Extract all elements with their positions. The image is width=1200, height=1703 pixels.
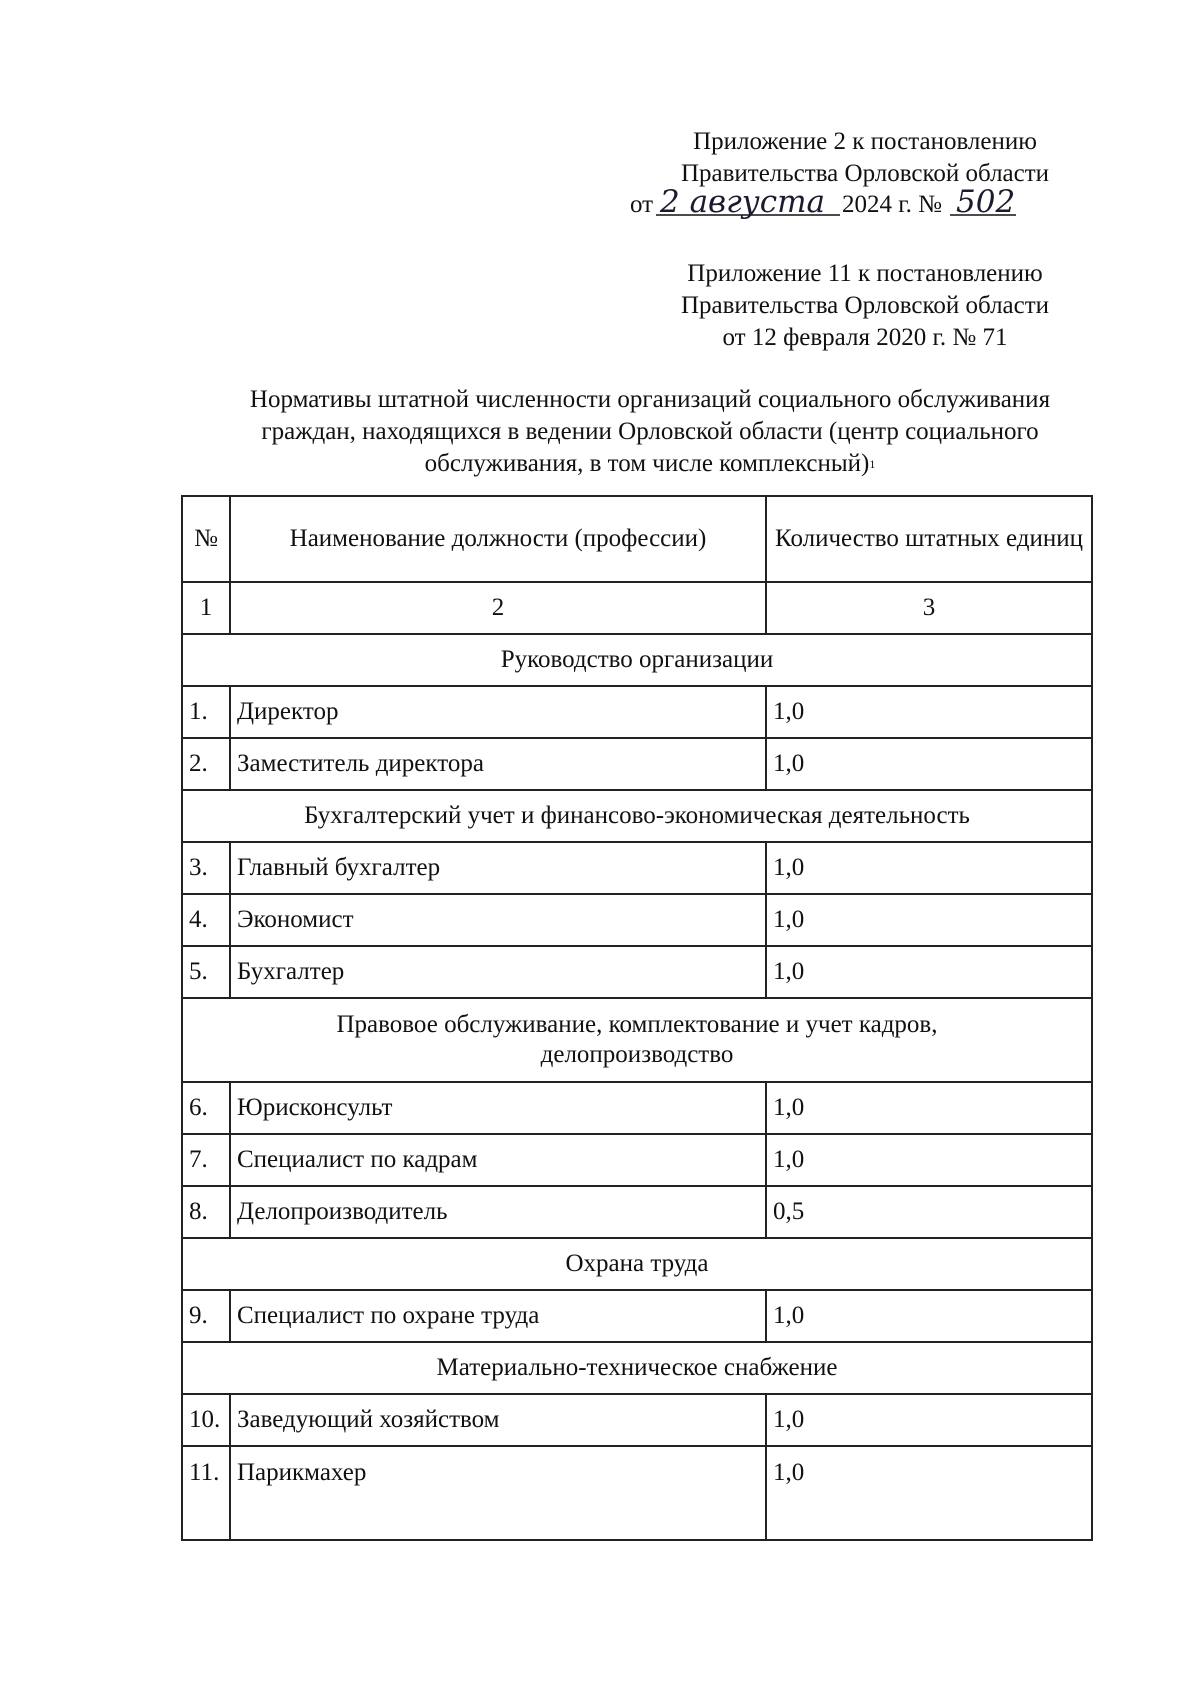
table-row: [182, 686, 1092, 738]
index-cell: 2: [230, 582, 766, 634]
document-title: [180, 384, 1120, 480]
staff-count: 1,0: [766, 686, 1092, 738]
header-count: Количество штатных единиц: [766, 496, 1092, 582]
index-cell: 3: [766, 582, 1092, 634]
row-number: 6.: [182, 1082, 230, 1134]
staff-count: 1,0: [766, 842, 1092, 894]
title-line-1: Нормативы штатной численности организаций социального обслуживания: [249, 386, 1051, 413]
section-title: Материально-техническое снабжение: [182, 1342, 1092, 1394]
table-row: [182, 1446, 1092, 1540]
section-title: Руководство организации: [182, 634, 1092, 686]
section-row: [182, 634, 1092, 686]
section-title: Бухгалтерский учет и финансово-экономическая деятельность: [182, 790, 1092, 842]
position-name: Парикмахер: [230, 1446, 766, 1540]
date-prefix-text: от: [630, 191, 654, 218]
table-row: [182, 1134, 1092, 1186]
position-name: Специалист по кадрам: [230, 1134, 766, 1186]
index-cell: 1: [182, 582, 230, 634]
title-line-3-text: обслуживания, в том числе комплексный): [424, 450, 870, 477]
appendix-2-line1: Приложение 2 к постановлению: [693, 128, 1037, 155]
row-number: 7.: [182, 1134, 230, 1186]
staff-count: 1,0: [766, 1446, 1092, 1540]
staff-count: 1,0: [766, 894, 1092, 946]
table-header-row: [182, 496, 1092, 582]
staff-count: 1,0: [766, 1082, 1092, 1134]
row-number: 2.: [182, 738, 230, 790]
position-name: Директор: [230, 686, 766, 738]
section-title: Охрана труда: [182, 1238, 1092, 1290]
handwritten-date-svg: [630, 186, 1100, 224]
table-row: [182, 842, 1092, 894]
position-name: Экономист: [230, 894, 766, 946]
year-number-text: 2024 г. №: [842, 191, 943, 218]
appendix-2-line2: Правительства Орловской области: [680, 160, 1050, 187]
section-row: [182, 998, 1092, 1082]
section-title: Правовое обслуживание, комплектование и учет кадров, делопроизводство: [182, 998, 1092, 1082]
table-row: [182, 1186, 1092, 1238]
title-line-2: граждан, находящихся в ведении Орловской области (центр социального: [261, 418, 1039, 445]
staff-count: 1,0: [766, 738, 1092, 790]
staff-count: 1,0: [766, 1290, 1092, 1342]
table-row: [182, 1082, 1092, 1134]
title-line-3: [180, 448, 1120, 480]
staff-count: 1,0: [766, 946, 1092, 998]
appendix-11-line2: Правительства Орловской области: [680, 292, 1050, 319]
header-num: №: [182, 496, 230, 582]
appendix-11-line1: Приложение 11 к постановлению: [687, 260, 1043, 287]
handwritten-number: 502: [956, 186, 1016, 220]
header-name: Наименование должности (профессии): [230, 496, 766, 582]
section-row: [182, 1238, 1092, 1290]
row-number: 3.: [182, 842, 230, 894]
row-number: 11.: [182, 1446, 230, 1540]
appendix-11-header: [630, 258, 1100, 354]
appendix-2-header: [630, 126, 1100, 224]
appendix-11-line3: от 12 февраля 2020 г. № 71: [722, 324, 1008, 351]
staff-count: 1,0: [766, 1394, 1092, 1446]
position-name: Заместитель директора: [230, 738, 766, 790]
position-name: Главный бухгалтер: [230, 842, 766, 894]
position-name: Юрисконсульт: [230, 1082, 766, 1134]
table-row: [182, 946, 1092, 998]
footnote-mark: 1: [869, 457, 876, 471]
position-name: Бухгалтер: [230, 946, 766, 998]
section-row: [182, 790, 1092, 842]
column-index-row: [182, 582, 1092, 634]
table-row: [182, 738, 1092, 790]
row-number: 5.: [182, 946, 230, 998]
row-number: 4.: [182, 894, 230, 946]
handwritten-date: 2 августа: [660, 186, 825, 220]
section-row: [182, 1342, 1092, 1394]
table-row: [182, 894, 1092, 946]
table-row: [182, 1394, 1092, 1446]
table-row: [182, 1290, 1092, 1342]
row-number: 9.: [182, 1290, 230, 1342]
staffing-table: [181, 495, 1093, 1541]
appendix-2-dateline: [630, 186, 1100, 224]
position-name: Делопроизводитель: [230, 1186, 766, 1238]
staff-count: 1,0: [766, 1134, 1092, 1186]
staff-count: 0,5: [766, 1186, 1092, 1238]
row-number: 8.: [182, 1186, 230, 1238]
row-number: 1.: [182, 686, 230, 738]
position-name: Заведующий хозяйством: [230, 1394, 766, 1446]
position-name: Специалист по охране труда: [230, 1290, 766, 1342]
row-number: 10.: [182, 1394, 230, 1446]
